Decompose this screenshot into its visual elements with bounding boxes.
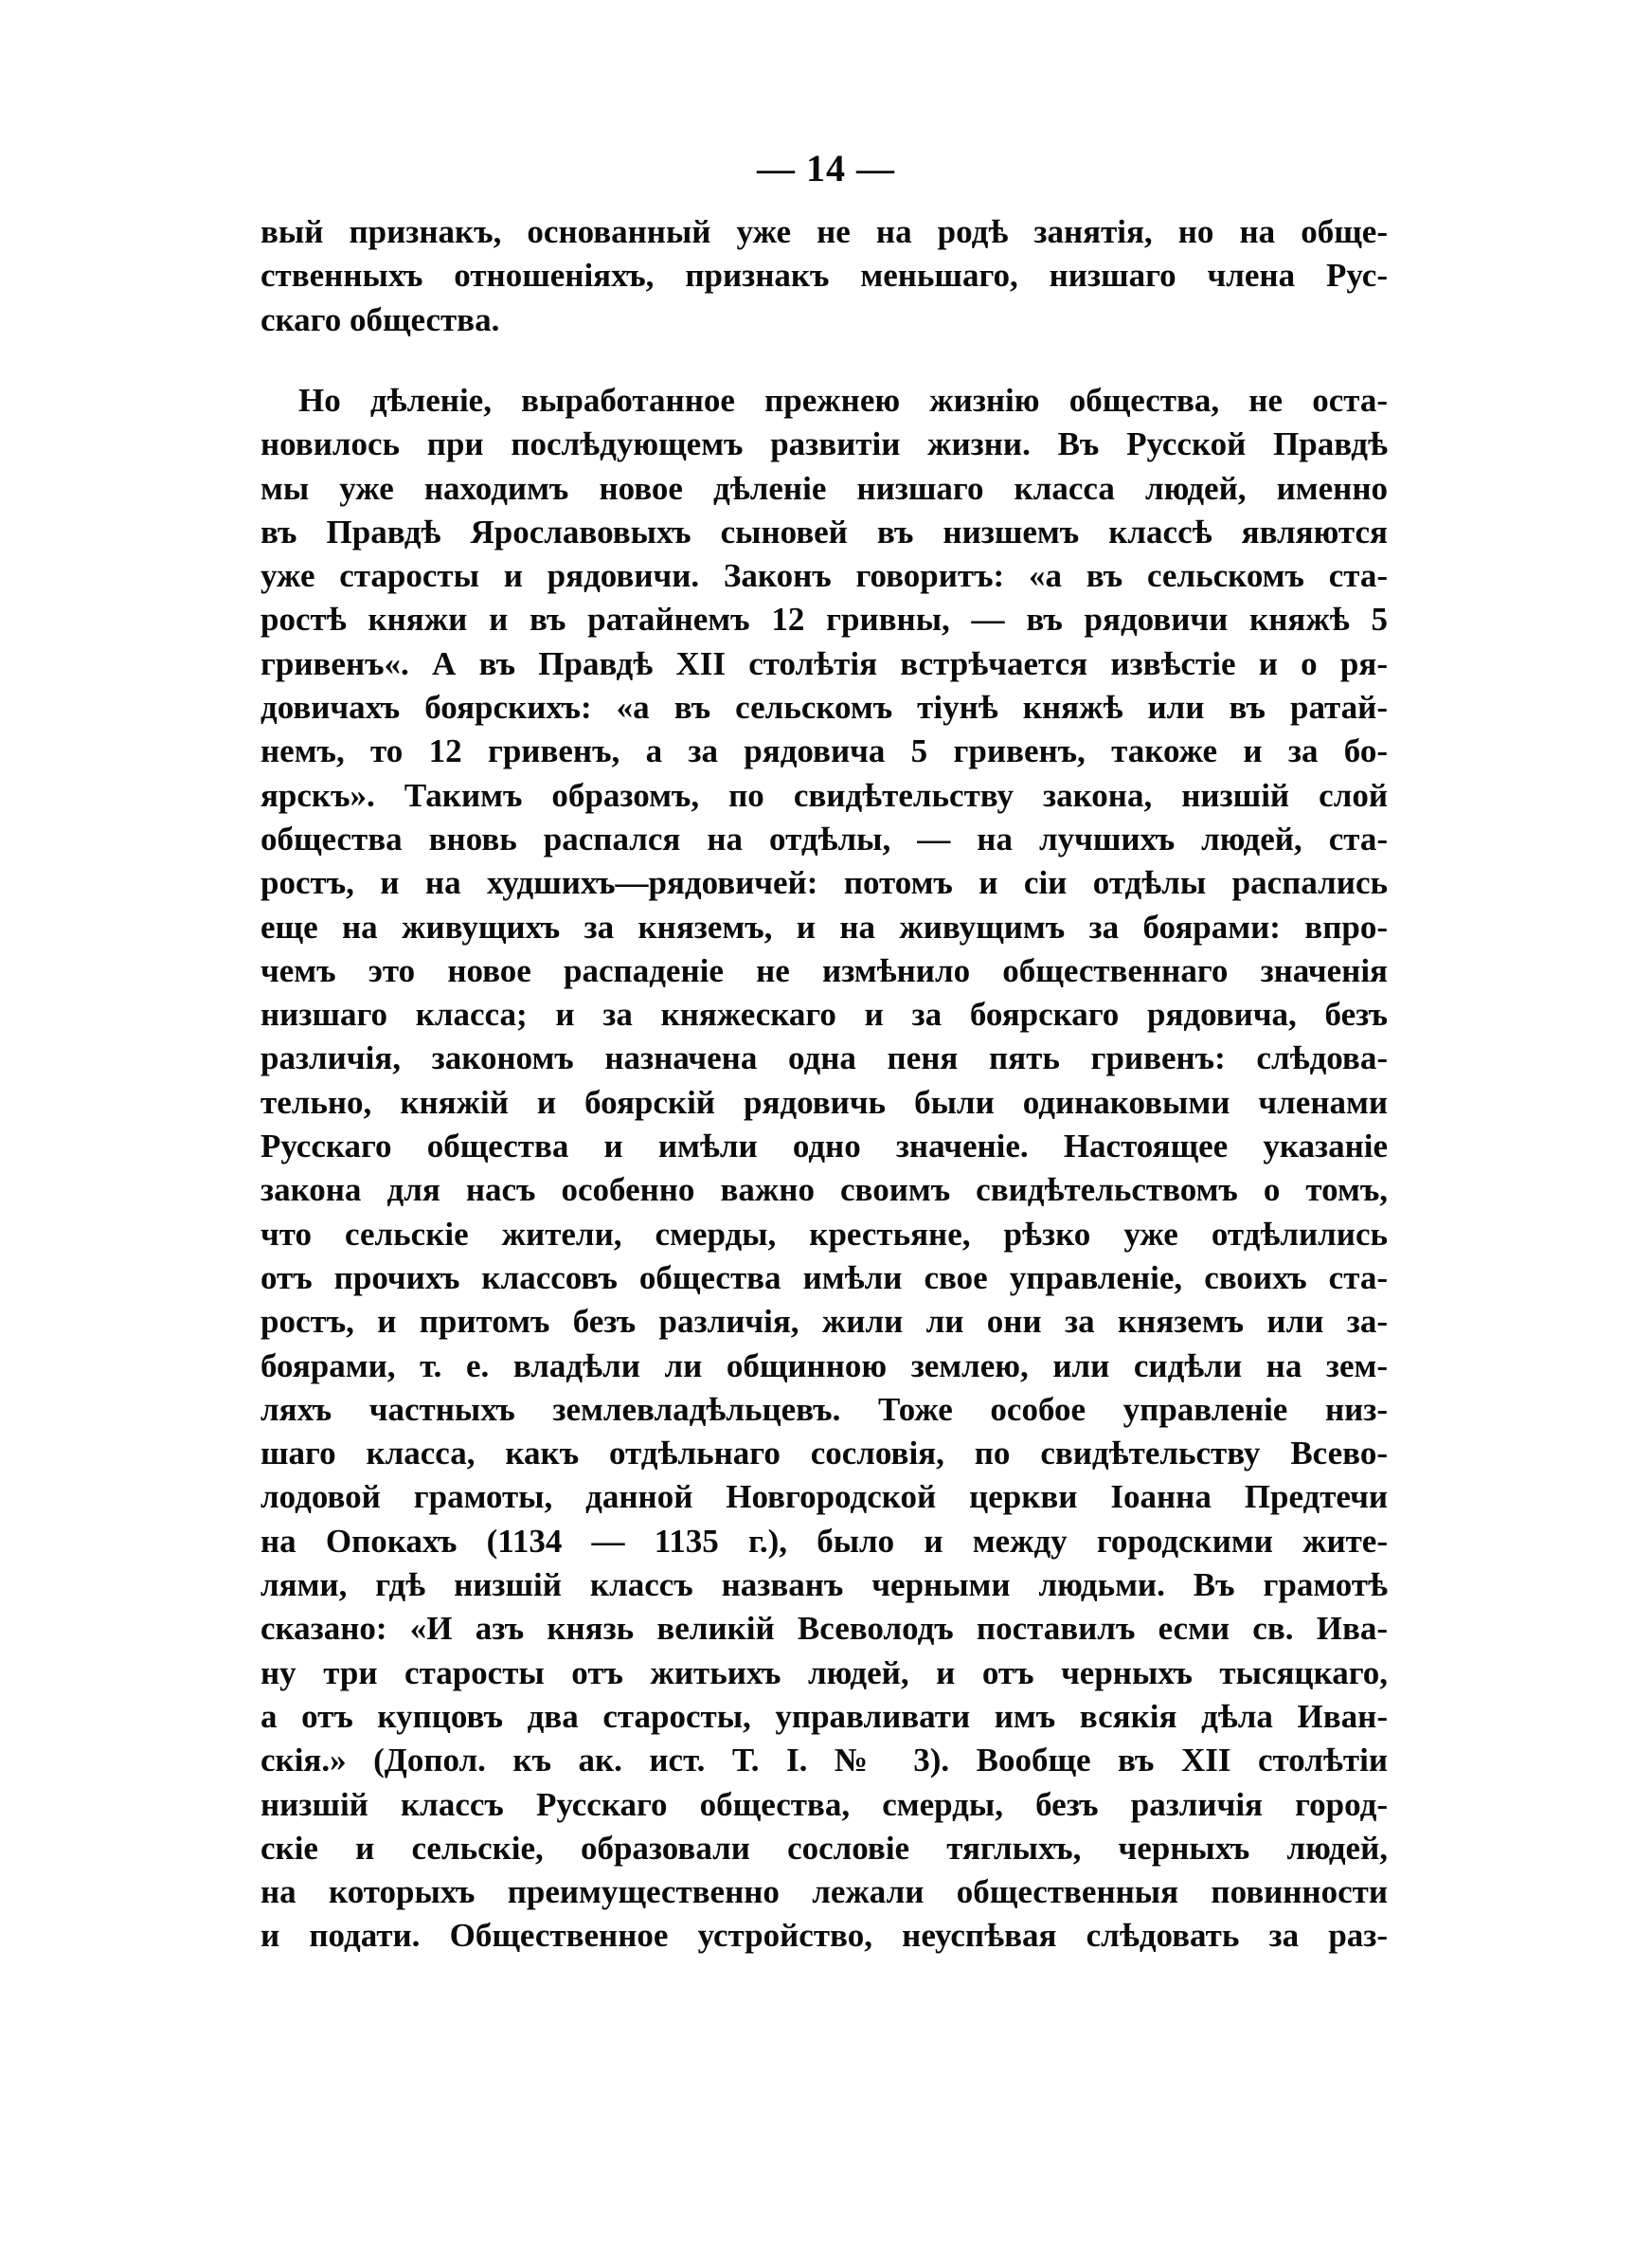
paragraph-2	[260, 379, 1388, 1959]
text-line: довичахъ боярскихъ: «а въ сельскомъ тіунѣ княжѣ или въ ратай-	[260, 689, 1388, 727]
text-line: и подати. Общественное устройство, неуспѣвая слѣдовать за раз-	[260, 1917, 1388, 1955]
text-line: чемъ это новое распаденіе не измѣнило общественнаго значенія	[260, 951, 1388, 989]
text-line: тельно, княжій и боярскій рядовичь были одинаковыми членами	[260, 1083, 1388, 1121]
text-line: ярскъ». Такимъ образомъ, по свидѣтельству закона, низшій слой	[260, 776, 1388, 814]
text-line: что сельскіе жители, смерды, крестьяне, рѣзко уже отдѣлились	[260, 1215, 1388, 1253]
text-line: на которыхъ преимущественно лежали общественныя повинности	[260, 1873, 1388, 1911]
text-line: Но дѣленіе, выработанное прежнею жизнію общества, не оста-	[298, 382, 1388, 419]
text-line: скія.» (Допол. къ ак. ист. Т. I. № 3). Вообще въ XII столѣтіи	[260, 1742, 1388, 1779]
text-line: скіе и сельскіе, образовали сословіе тяглыхъ, черныхъ людей,	[260, 1829, 1388, 1867]
text-line: шаго класса, какъ отдѣльнаго сословія, по свидѣтельству Всево-	[260, 1435, 1388, 1472]
text-line: боярами, т. е. владѣли ли общинною землею, или сидѣли на зем-	[260, 1346, 1388, 1384]
text-line: отъ прочихъ классовъ общества имѣли свое управленіе, своихъ ста-	[260, 1258, 1388, 1296]
text-line: на Опокахъ (1134 — 1135 г.), было и между городскими жите-	[260, 1522, 1388, 1560]
text-line: Русскаго общества и имѣли одно значеніе. Настоящее указаніе	[260, 1128, 1388, 1165]
text-line: скаго общества.	[260, 300, 500, 338]
text-line: низшій классъ Русскаго общества, смерды, безъ различія город-	[260, 1785, 1388, 1823]
text-line: мы уже находимъ новое дѣленіе низшаго класса людей, именно	[260, 469, 1388, 507]
text-line: ну три старосты отъ житьихъ людей, и отъ черныхъ тысяцкаго,	[260, 1653, 1388, 1691]
text-line: а отъ купцовъ два старосты, управливати имъ всякія дѣла Иван-	[260, 1697, 1388, 1735]
text-line: ростъ, и притомъ безъ различія, жили ли они за княземъ или за-	[260, 1303, 1388, 1341]
text-line: лодовой грамоты, данной Новгородской церкви Іоанна Предтечи	[260, 1478, 1388, 1516]
text-line: вый признакъ, основанный уже не на родѣ занятія, но на обще-	[260, 213, 1388, 250]
text-line: сказано: «И азъ князь великій Всеволодъ поставилъ есми св. Ива-	[260, 1610, 1388, 1648]
paragraph-1	[260, 210, 1388, 342]
text-line: новилось при послѣдующемъ развитіи жизни. Въ Русской Правдѣ	[260, 425, 1388, 463]
text-line: еще на живущихъ за княземъ, и на живущимъ за боярами: впро-	[260, 908, 1388, 946]
text-line: различія, закономъ назначена одна пеня пять гривенъ: слѣдова-	[260, 1039, 1388, 1077]
text-line: немъ, то 12 гривенъ, а за рядовича 5 гривенъ, такоже и за бо-	[260, 732, 1388, 770]
text-line: въ Правдѣ Ярославовыхъ сыновей въ низшемъ классѣ являются	[260, 513, 1388, 551]
page-number: — 14 —	[757, 147, 895, 190]
text-line: общества вновь распался на отдѣлы, — на лучшихъ людей, ста-	[260, 820, 1388, 858]
text-line: ственныхъ отношеніяхъ, признакъ меньшаго, низшаго члена Рус-	[260, 257, 1388, 295]
text-line: лями, гдѣ низшій классъ названъ черными людьми. Въ грамотѣ	[260, 1566, 1388, 1604]
text-line: низшаго класса; и за княжескаго и за боярскаго рядовича, безъ	[260, 996, 1388, 1034]
text-line: ростъ, и на худшихъ—рядовичей: потомъ и сіи отдѣлы распались	[260, 864, 1388, 902]
text-line: ляхъ частныхъ землевладѣльцевъ. Тоже особое управленіе низ-	[260, 1390, 1388, 1428]
text-line: закона для насъ особенно важно своимъ свидѣтельствомъ о томъ,	[260, 1171, 1388, 1209]
text-line: гривенъ«. А въ Правдѣ XII столѣтія встрѣчается извѣстіе и о ря-	[260, 644, 1388, 682]
text-line: ростѣ княжи и въ ратайнемъ 12 гривны, — въ рядовичи княжѣ 5	[260, 601, 1388, 639]
text-line: уже старосты и рядовичи. Законъ говоритъ: «а въ сельскомъ ста-	[260, 557, 1388, 595]
